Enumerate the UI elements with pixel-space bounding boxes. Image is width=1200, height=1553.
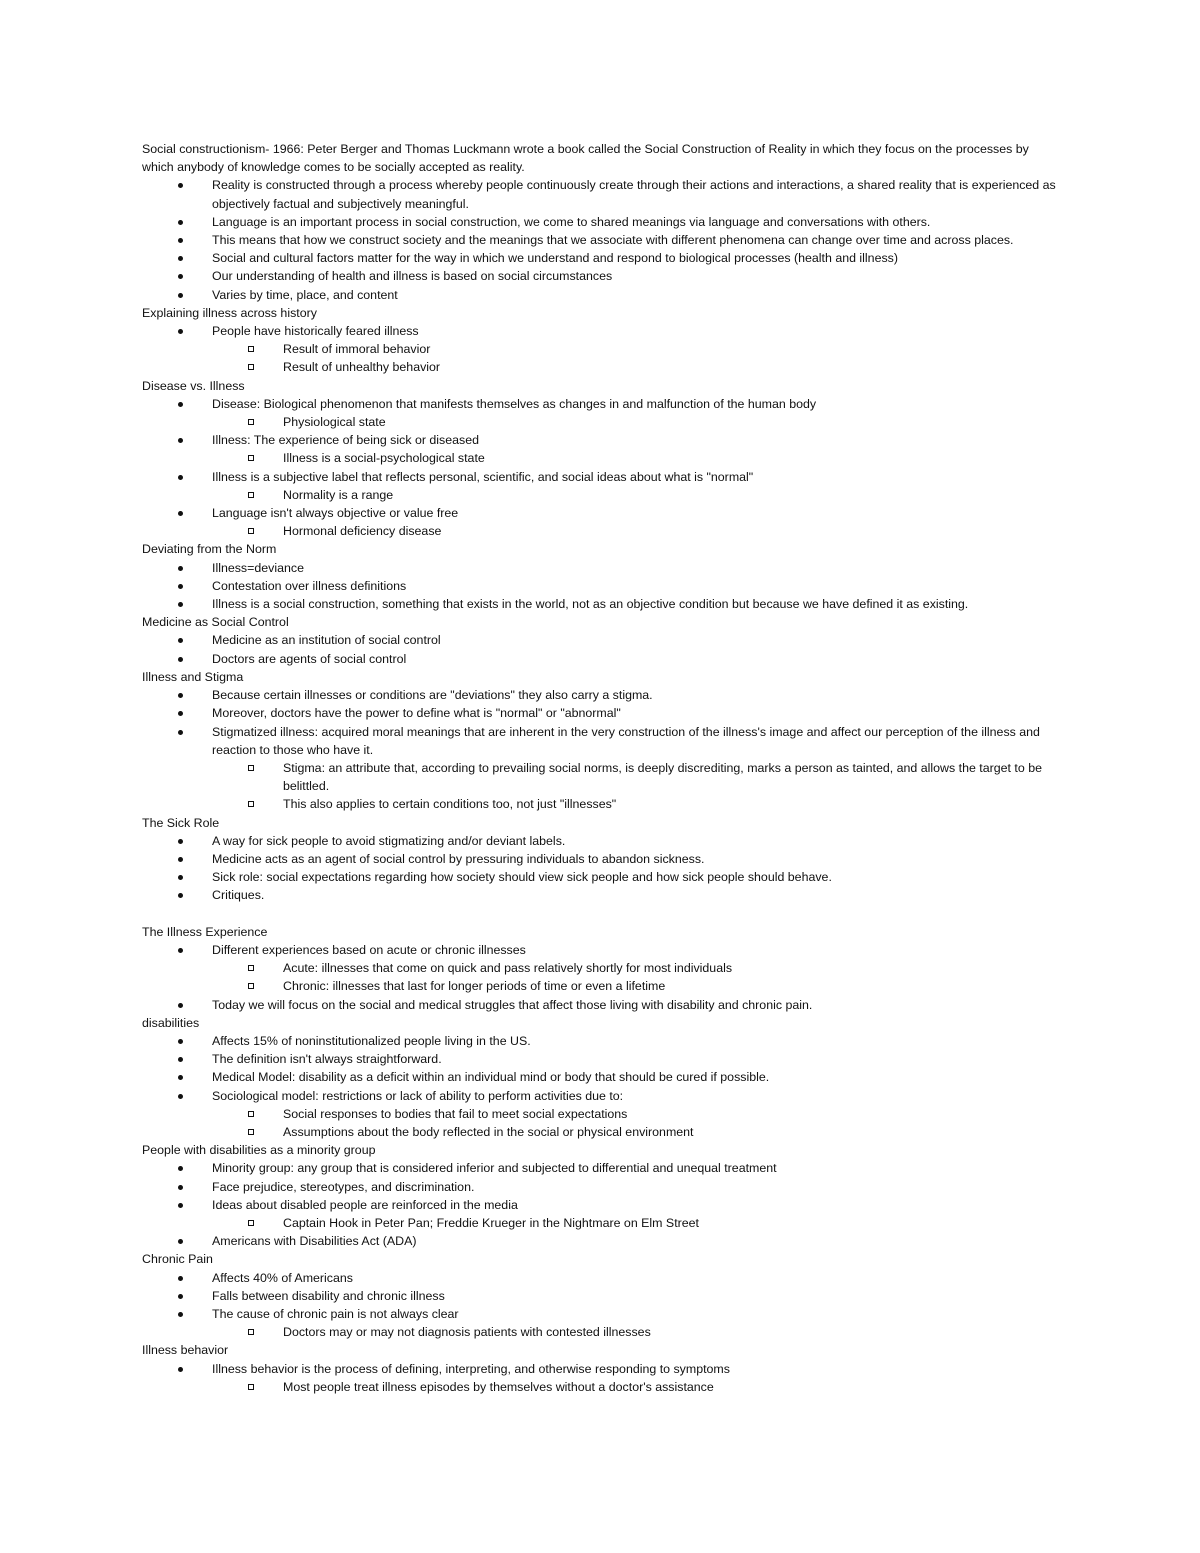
section [142, 1341, 1057, 1396]
bullet-list [142, 559, 1057, 614]
list-item [142, 1050, 1057, 1068]
sub-list-item-text: Physiological state [283, 415, 386, 430]
bullet-icon [178, 638, 183, 643]
bullet-icon [178, 857, 183, 862]
list-item [142, 868, 1057, 886]
sub-list-item-text: Result of unhealthy behavior [283, 360, 441, 375]
square-bullet-icon [248, 1220, 254, 1226]
list-item-text: Medicine as an institution of social control [212, 633, 441, 648]
list-item [142, 1305, 1057, 1323]
square-bullet-icon [248, 1384, 254, 1390]
section-heading: The Sick Role [142, 815, 220, 830]
bullet-icon [178, 1057, 183, 1062]
square-bullet-icon [248, 492, 254, 498]
section [142, 814, 1057, 923]
list-item [142, 577, 1057, 595]
bullet-icon [178, 657, 183, 662]
bullet-list [142, 322, 1057, 377]
list-item [142, 176, 1057, 212]
bullet-icon [178, 1075, 183, 1080]
list-item [142, 886, 1057, 904]
section-heading: Deviating from the Norm [142, 542, 277, 557]
bullet-list [142, 176, 1057, 303]
bullet-icon [178, 475, 183, 480]
list-item-text: People have historically feared illness [212, 324, 419, 339]
list-item-text: Illness behavior is the process of defining, interpreting, and otherwise responding to symptoms [212, 1361, 730, 1376]
bullet-icon [178, 1312, 183, 1317]
list-item-text: Moreover, doctors have the power to define what is "normal" or "abnormal" [212, 706, 621, 721]
bullet-icon [178, 602, 183, 607]
list-item-text: Sociological model: restrictions or lack of ability to perform activities due to: [212, 1088, 624, 1103]
list-item-text: Our understanding of health and illness is based on social circumstances [212, 269, 613, 284]
section-heading: disabilities [142, 1015, 200, 1030]
list-item-text: Minority group: any group that is considered inferior and subjected to differential and unequal treatment [212, 1161, 777, 1176]
section [142, 540, 1057, 613]
list-item-text: Medicine acts as an agent of social control by pressuring individuals to abandon sickness. [212, 851, 705, 866]
section [142, 176, 1057, 303]
bullet-list [142, 395, 1057, 541]
list-item-text: Sick role: social expectations regarding how society should view sick people and how sick people should behave. [212, 870, 832, 885]
list-item [142, 213, 1057, 231]
sub-list-item [142, 977, 1057, 995]
list-item-text: Stigmatized illness: acquired moral meanings that are inherent in the very construction of the illness's image and affect our perception of the illness and reaction to those who have it. [212, 724, 1040, 757]
sub-list-item [142, 959, 1057, 977]
bullet-icon [178, 566, 183, 571]
bullet-icon [178, 711, 183, 716]
bullet-list [142, 686, 1057, 813]
list-item [142, 686, 1057, 704]
sub-list-item [142, 413, 1057, 431]
sub-list-item [142, 759, 1057, 795]
list-item-text: Falls between disability and chronic illness [212, 1288, 445, 1303]
sub-list-item [142, 449, 1057, 467]
list-item [142, 267, 1057, 285]
sub-list-item [142, 1323, 1057, 1341]
sub-list-item-text: Acute: illnesses that come on quick and pass relatively shortly for most individuals [283, 961, 733, 976]
list-item [142, 650, 1057, 668]
square-bullet-icon [248, 965, 254, 971]
intro-paragraph: Social constructionism- 1966: Peter Berger and Thomas Luckmann wrote a book called the Social Construction of Reality in which they focus on the processes by which anybody of knowledge comes to be socially accepted as reality. [142, 142, 1029, 175]
section-heading: Disease vs. Illness [142, 378, 245, 393]
list-item-text: Social and cultural factors matter for the way in which we understand and respond to biological processes (health and illness) [212, 251, 898, 266]
square-bullet-icon [248, 765, 254, 771]
list-item [142, 1178, 1057, 1196]
bullet-icon [178, 693, 183, 698]
sub-list-item [142, 795, 1057, 813]
square-bullet-icon [248, 364, 254, 370]
sub-list-item-text: Assumptions about the body reflected in the social or physical environment [283, 1124, 694, 1139]
sub-list-item [142, 486, 1057, 504]
list-item [142, 941, 1057, 959]
list-item-text: This means that how we construct society and the meanings that we associate with different phenomena can change over time and across places. [212, 233, 1014, 248]
list-item-text: Doctors are agents of social control [212, 651, 407, 666]
sub-list-item-text: Normality is a range [283, 487, 394, 502]
list-item-text: Because certain illnesses or conditions are "deviations" they also carry a stigma. [212, 688, 653, 703]
list-item [142, 468, 1057, 486]
square-bullet-icon [248, 1129, 254, 1135]
bullet-icon [178, 438, 183, 443]
list-item-text: Affects 40% of Americans [212, 1270, 353, 1285]
sub-list-item [142, 1105, 1057, 1123]
list-item-text: Reality is constructed through a process whereby people continuously create through their actions and interactions, a shared reality that is experienced as objectively factual and subjectively meaningful. [212, 178, 1056, 211]
sub-list-item-text: This also applies to certain conditions too, not just "illnesses" [283, 797, 617, 812]
square-bullet-icon [248, 346, 254, 352]
bullet-icon [178, 293, 183, 298]
bullet-icon [178, 1039, 183, 1044]
list-item [142, 1232, 1057, 1250]
bullet-icon [178, 948, 183, 953]
section-heading: Illness and Stigma [142, 669, 244, 684]
bullet-icon [178, 1367, 183, 1372]
sub-list-item [142, 1123, 1057, 1141]
list-item-text: Disease: Biological phenomenon that manifests themselves as changes in and malfunction of the human body [212, 396, 817, 411]
list-item-text: The definition isn't always straightforward. [212, 1052, 442, 1067]
square-bullet-icon [248, 983, 254, 989]
bullet-list [142, 1159, 1057, 1250]
list-item-text: Today we will focus on the social and medical struggles that affect those living with disability and chronic pain. [212, 997, 813, 1012]
sub-list-item-text: Chronic: illnesses that last for longer periods of time or even a lifetime [283, 979, 666, 994]
bullet-icon [178, 256, 183, 261]
list-item-text: Illness: The experience of being sick or diseased [212, 433, 480, 448]
sub-list-item-text: Doctors may or may not diagnosis patients with contested illnesses [283, 1325, 651, 1340]
list-item-text: A way for sick people to avoid stigmatizing and/or deviant labels. [212, 833, 566, 848]
bullet-icon [178, 238, 183, 243]
bullet-icon [178, 1185, 183, 1190]
list-item-text: Face prejudice, stereotypes, and discrimination. [212, 1179, 475, 1194]
section [142, 613, 1057, 668]
sub-list-item-text: Most people treat illness episodes by themselves without a doctor's assistance [283, 1379, 714, 1394]
list-item-text: Illness=deviance [212, 560, 304, 575]
bullet-list [142, 1360, 1057, 1396]
list-item [142, 850, 1057, 868]
sub-list-item-text: Hormonal deficiency disease [283, 524, 442, 539]
sub-list-item-text: Result of immoral behavior [283, 342, 431, 357]
square-bullet-icon [248, 801, 254, 807]
bullet-icon [178, 329, 183, 334]
square-bullet-icon [248, 1111, 254, 1117]
bullet-icon [178, 511, 183, 516]
sub-list-item-text: Social responses to bodies that fail to meet social expectations [283, 1106, 628, 1121]
list-item [142, 1287, 1057, 1305]
list-item-text: Language is an important process in social construction, we come to shared meanings via language and conversations with others. [212, 214, 931, 229]
sub-list-item [142, 340, 1057, 358]
list-item [142, 832, 1057, 850]
square-bullet-icon [248, 528, 254, 534]
list-item [142, 249, 1057, 267]
sub-list-item [142, 358, 1057, 376]
document-body [142, 140, 1057, 1396]
list-item [142, 559, 1057, 577]
list-item-text: Critiques. [212, 888, 265, 903]
section [142, 668, 1057, 814]
list-item [142, 395, 1057, 413]
sub-list-item-text: Captain Hook in Peter Pan; Freddie Krueger in the Nightmare on Elm Street [283, 1215, 699, 1230]
list-item [142, 231, 1057, 249]
bullet-icon [178, 183, 183, 188]
bullet-icon [178, 584, 183, 589]
section [142, 1250, 1057, 1341]
list-item [142, 996, 1057, 1014]
bullet-icon [178, 1276, 183, 1281]
list-item [142, 1360, 1057, 1378]
square-bullet-icon [248, 455, 254, 461]
list-item [142, 286, 1057, 304]
list-item [142, 631, 1057, 649]
bullet-list [142, 1032, 1057, 1141]
list-item [142, 1159, 1057, 1177]
list-item-text: Illness is a social construction, something that exists in the world, not as an objective condition but because we have defined it as existing. [212, 597, 969, 612]
bullet-icon [178, 730, 183, 735]
bullet-list [142, 941, 1057, 1014]
section-heading: Explaining illness across history [142, 305, 317, 320]
list-item-text: Medical Model: disability as a deficit within an individual mind or body that should be cured if possible. [212, 1070, 770, 1085]
bullet-list [142, 832, 1057, 905]
sub-list-item-text: Illness is a social-psychological state [283, 451, 485, 466]
list-item-text: Americans with Disabilities Act (ADA) [212, 1234, 417, 1249]
section [142, 1141, 1057, 1250]
bullet-icon [178, 1203, 183, 1208]
sub-list-item [142, 1378, 1057, 1396]
section-heading: People with disabilities as a minority group [142, 1143, 376, 1158]
bullet-icon [178, 1003, 183, 1008]
list-item [142, 1068, 1057, 1086]
bullet-list [142, 631, 1057, 667]
list-item [142, 1269, 1057, 1287]
bullet-icon [178, 220, 183, 225]
bullet-icon [178, 1166, 183, 1171]
list-item [142, 723, 1057, 759]
list-item [142, 595, 1057, 613]
list-item-text: Contestation over illness definitions [212, 578, 407, 593]
bullet-icon [178, 839, 183, 844]
section [142, 377, 1057, 541]
list-item-text: Language isn't always objective or value free [212, 506, 459, 521]
list-item [142, 1032, 1057, 1050]
list-item [142, 704, 1057, 722]
sub-list-item-text: Stigma: an attribute that, according to prevailing social norms, is deeply discrediting, marks a person as tainted, and allows the target to be belittled. [283, 760, 1042, 794]
bullet-icon [178, 402, 183, 407]
list-item-text: The cause of chronic pain is not always clear [212, 1306, 459, 1321]
list-item-text: Varies by time, place, and content [212, 287, 398, 302]
list-item-text: Ideas about disabled people are reinforced in the media [212, 1197, 518, 1212]
list-item [142, 1087, 1057, 1105]
bullet-icon [178, 1294, 183, 1299]
sub-list-item [142, 522, 1057, 540]
section-heading: Medicine as Social Control [142, 615, 289, 630]
bullet-icon [178, 875, 183, 880]
list-item [142, 322, 1057, 340]
list-item [142, 431, 1057, 449]
bullet-list [142, 1269, 1057, 1342]
section-heading: The Illness Experience [142, 924, 268, 939]
bullet-icon [178, 893, 183, 898]
list-item-text: Different experiences based on acute or chronic illnesses [212, 942, 526, 957]
square-bullet-icon [248, 419, 254, 425]
section [142, 1014, 1057, 1141]
bullet-icon [178, 274, 183, 279]
bullet-icon [178, 1094, 183, 1099]
list-item [142, 1196, 1057, 1214]
square-bullet-icon [248, 1329, 254, 1335]
section [142, 923, 1057, 1014]
list-item-text: Illness is a subjective label that reflects personal, scientific, and social ideas about what is "normal" [212, 469, 754, 484]
list-item [142, 504, 1057, 522]
section-heading: Illness behavior [142, 1343, 229, 1358]
section [142, 304, 1057, 377]
sub-list-item [142, 1214, 1057, 1232]
bullet-icon [178, 1239, 183, 1244]
list-item-text: Affects 15% of noninstitutionalized people living in the US. [212, 1033, 531, 1048]
notes-sections [142, 176, 1057, 1396]
blank-line [142, 905, 1057, 923]
section-heading: Chronic Pain [142, 1252, 213, 1267]
